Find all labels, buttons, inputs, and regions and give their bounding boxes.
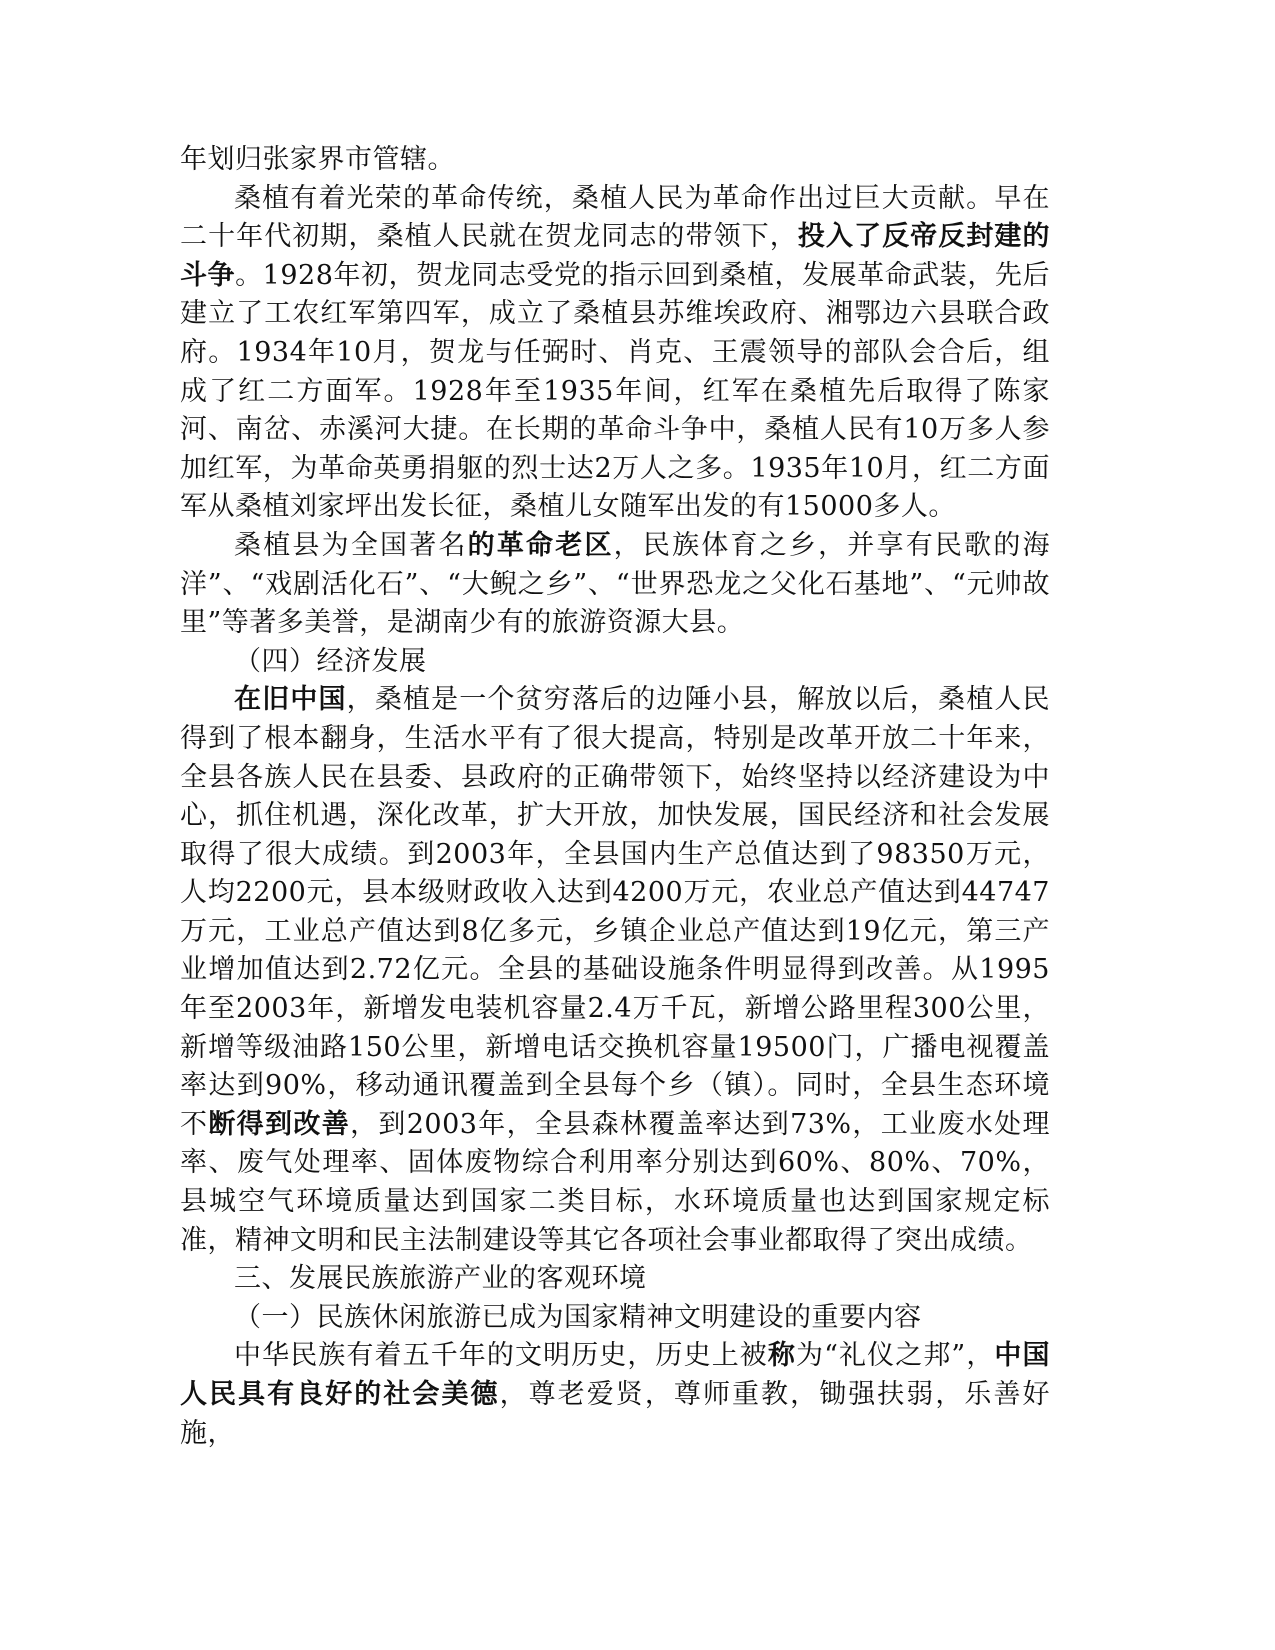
text-segment: 桑植有着光荣的革命传统，桑植人民为革命作出过巨大贡献。早在二十年代初期，桑植人民就在贺龙同志的带领下，: [180, 182, 1050, 253]
section-heading-economic-development: [180, 643, 1050, 682]
heading-text: （四）经济发展: [234, 645, 427, 677]
bold-text-segment: 在旧中国: [234, 684, 347, 716]
text-segment: ，尊老爱贤，尊师重教，锄强扶弱，乐善好施，: [180, 1379, 1051, 1449]
bold-text-segment: 的革命老区: [467, 529, 614, 561]
text-segment: 。1928年初，贺龙同志受党的指示回到桑植，发展革命武装，先后建立了工农红军第四军，成立了桑植县苏维埃政府、湘鄂边六县联合政府。1934年10月，贺龙与任弼时、肖克、王震领导的部队会合后，组成了红二方面军。1928年至1935年间，红军在桑植先后取得了陈家河、南岔、赤溪河大捷。在长期的革命斗争中，桑植人民有10万多人参加红军，为革命英勇捐躯的烈士达2万人之多。1935年10月，红二方面军从桑植刘家坪出发长征，桑植儿女随军出发的有15000多人。: [180, 259, 1050, 523]
document-page: [180, 141, 1050, 1453]
paragraph-chinese-civilization: [180, 1337, 1050, 1453]
bold-text-segment: 中国人民具有良好的社会美德: [180, 1340, 1051, 1410]
paragraph-revolutionary-tradition: [180, 180, 1050, 527]
bold-text-segment: 投入了反帝反封建的斗争: [180, 221, 1051, 291]
text-segment: 为“礼仪之邦”，: [796, 1340, 995, 1372]
paragraph-county-reputation: [180, 527, 1050, 643]
text-segment: 桑植县为全国著名: [234, 529, 468, 561]
text-segment: 年划归张家界市管辖。: [180, 144, 455, 175]
heading-text: 三、发展民族旅游产业的客观环境: [234, 1263, 647, 1295]
bold-text-segment: 称: [767, 1340, 797, 1372]
text-segment: 中华民族有着五千年的文明历史，历史上被: [234, 1340, 768, 1372]
heading-text: （一）民族休闲旅游已成为国家精神文明建设的重要内容: [234, 1301, 922, 1333]
text-segment: ，桑植是一个贫穷落后的边陲小县，解放以后，桑植人民得到了根本翻身，生活水平有了很大提高，特别是改革开放二十年来，全县各族人民在县委、县政府的正确带领下，始终坚持以经济建设为中心，抓住机遇，深化改革，扩大开放，加快发展，国民经济和社会发展取得了很大成绩。到2003年，全县国内生产总值达到了98350万元，人均2200元，县本级财政收入达到4200万元，农业总产值达到44747万元，工业总产值达到8亿多元，乡镇企业总产值达到19亿元，第三产业增加值达到2.72亿元。全县的基础设施条件明显得到改善。从1995年至2003年，新增发电装机容量2.4万千瓦，新增公路里程300公里，新增等级油路150公里，新增电话交换机容量19500门，广播电视覆盖率达到90%，移动通讯覆盖到全县每个乡（镇）。同时，全县生态环境不: [180, 684, 1051, 1140]
text-segment: ，民族体育之乡，并享有民歌的海洋”、“戏剧活化石”、“大鲵之乡”、“世界恐龙之父化石基地”、“元帅故里”等著多美誉，是湖南少有的旅游资源大县。: [180, 529, 1051, 639]
section-heading-objective-environment: [180, 1260, 1050, 1299]
text-segment: ，到2003年，全县森林覆盖率达到73%，工业废水处理率、废气处理率、固体废物综合利用率分别达到60%、80%、70%，县城空气环境质量达到国家二类目标，水环境质量也达到国家规定标准，精神文明和民主法制建设等其它各项社会事业都取得了突出成绩。: [180, 1108, 1050, 1256]
paragraph-continuation: [180, 141, 1050, 180]
section-heading-leisure-tourism: [180, 1299, 1050, 1338]
paragraph-economic-development: [180, 681, 1050, 1260]
bold-text-segment: 断得到改善: [208, 1108, 351, 1140]
